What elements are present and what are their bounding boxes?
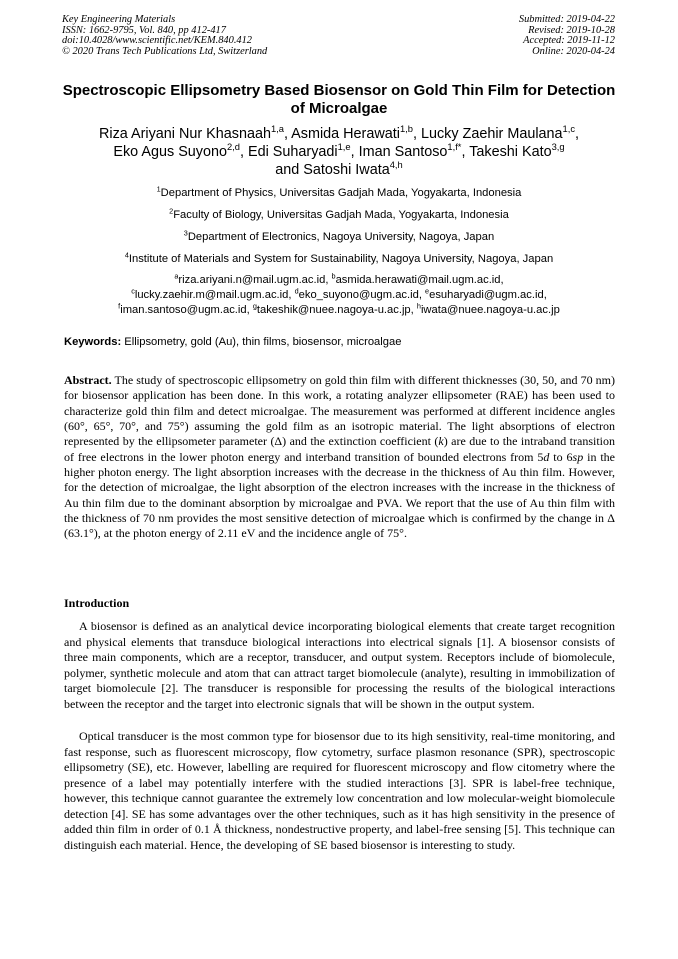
keywords	[64, 335, 616, 349]
paper-title: Spectroscopic Ellipsometry Based Biosensor on Gold Thin Film for Detection of Microalgae	[62, 82, 616, 117]
intro-paragraph: A biosensor is defined as an analytical device incorporating biological elements that create target recognition and physical elements that transduce biological interactions into electrical signals [1]. A biosensor consists of three main components, which are a receptor, transducer, and output system. Receptors include of biomolecule, polymer, synthetic molecule and atom that can attract target biomolecule (analyte), resulting in immobilization of target biomolecule [2]. The transducer is responsible for processing the results of the biological interactions between the receptor and the target into electronic signals that will be shown in the output system.	[64, 619, 615, 711]
author-name: Asmida Herawati	[291, 126, 400, 142]
author-name: Takeshi Kato	[469, 144, 552, 160]
accepted-date: Accepted: 2019-11-12	[523, 35, 615, 47]
affiliation-text: Department of Physics, Universitas Gadjah Mada, Yogyakarta, Indonesia	[160, 187, 522, 199]
email-address: iman.santoso@ugm.ac.id	[120, 304, 247, 316]
author-line: Eko Agus Suyono$^{2,d}$, Edi Suharyadi$^{1,e}$, Iman Santoso$^{1,f*}$, Takeshi Kato$^{3,g}$	[113, 142, 565, 160]
abstract-label: Abstract.	[64, 373, 112, 387]
submission-dates	[519, 15, 615, 57]
author-name: Riza Ariyani Nur Khasnaah	[98, 126, 271, 142]
author-name: Lucky Zaehir Maulana	[420, 126, 563, 142]
affiliation-number: 1	[156, 184, 161, 194]
affiliation	[62, 252, 616, 274]
abstract	[64, 373, 615, 542]
author-name: Iman Santoso	[358, 144, 448, 160]
keywords-label: Keywords:	[64, 336, 122, 348]
keywords-text: Ellipsometry, gold (Au), thin films, biosensor, microalgae	[121, 336, 402, 348]
author-list	[62, 125, 616, 179]
email-line: $^c$lucky.zaehir.m@mail.ugm.ac.id, $^d$eko_suyono@ugm.ac.id, $^e$esuharyadi@ugm.ac.id,	[131, 286, 547, 301]
affiliation-number: 2	[169, 206, 174, 216]
submitted-date: Submitted: 2019-04-22	[518, 14, 615, 25]
email-line: $^a$riza.ariyani.n@mail.ugm.ac.id, $^b$asmida.herawati@mail.ugm.ac.id,	[174, 271, 504, 286]
affiliation-list	[62, 186, 616, 274]
email-key: c	[131, 286, 135, 296]
email-key: d	[294, 286, 299, 296]
author-affil-marker: 2,d	[227, 142, 240, 153]
journal-name: Key Engineering Materials	[62, 14, 176, 25]
email-address: asmida.herawati@mail.ugm.ac.id	[335, 274, 501, 286]
author-line: Riza Ariyani Nur Khasnaah$^{1,a}$, Asmida Herawati$^{1,b}$, Lucky Zaehir Maulana$^{1,c}$,	[98, 124, 580, 142]
author-affil-marker: 1,a	[270, 124, 284, 135]
email-key: f	[118, 301, 121, 311]
email-line: $^f$iman.santoso@ugm.ac.id, $^g$takeshik@nuee.nagoya-u.ac.jp, $^h$iwata@nuee.nagoya-u.ac.jp	[118, 301, 560, 316]
email-address: iwata@nuee.nagoya-u.ac.jp	[420, 304, 560, 316]
affiliation	[62, 186, 616, 208]
intro-paragraph: Optical transducer is the most common type for biosensor due to its high sensitivity, real-time monitoring, and fast response, such as fluorescent microscopy, flow cytometry, surface plasmon resonance (SPR), spectroscopic ellipsometry (SE), etc. However, labelling are required for fluorescent microscopy and flow citometry where the presence of a label may potentially interfere with the studied interactions [3]. SPR is label-free technique, however, this technique cannot guarantee the extremely low concentration and low molecular-weight biomolecule detection [4]. SE has some advantages over the other techniques, such as it has high sensitivity in the presence of added thin film in order of 0.1 Å thickness, nondestructive property, and label-free sensing [5]. This technique can distinguish each material. Hence, the developing of SE based biosensor is interesting to study.	[64, 729, 615, 852]
email-key: g	[252, 301, 257, 311]
email-key: h	[416, 301, 421, 311]
author-affil-marker: 4,h	[389, 160, 403, 171]
affiliation-text: Faculty of Biology, Universitas Gadjah Mada, Yogyakarta, Indonesia	[173, 209, 509, 221]
affiliation-number: 3	[183, 228, 188, 238]
affiliation	[62, 230, 616, 252]
author-name: Edi Suharyadi	[248, 144, 338, 160]
author-affil-marker: 1,c	[562, 124, 576, 135]
author-affil-marker: 1,b	[399, 124, 413, 135]
author-name: Eko Agus Suyono	[113, 144, 227, 160]
affiliation-number: 4	[124, 250, 129, 260]
author-affil-marker: 3,g	[551, 142, 565, 153]
affiliation-text: Department of Electronics, Nagoya University, Nagoya, Japan	[187, 231, 495, 243]
email-address: riza.ariyani.n@mail.ugm.ac.id	[178, 274, 326, 286]
email-address: esuharyadi@ugm.ac.id	[429, 289, 544, 301]
author-affil-marker: 1,f*	[447, 142, 462, 153]
journal-issn: ISSN: 1662-9795, Vol. 840, pp 412-417	[62, 24, 226, 36]
revised-date: Revised: 2019-10-28	[528, 24, 615, 36]
email-key: a	[174, 271, 179, 281]
author-affil-marker: 1,e	[337, 142, 351, 153]
author-name: and Satoshi Iwata	[275, 162, 390, 178]
journal-doi: doi:10.4028/www.scientific.net/KEM.840.412	[62, 35, 252, 47]
affiliation-text: Institute of Materials and System for Sustainability, Nagoya University, Nagoya, Japan	[128, 253, 554, 265]
section-heading-introduction: Introduction	[64, 596, 130, 610]
email-address: eko_suyono@ugm.ac.id	[298, 289, 419, 301]
email-key: e	[425, 286, 430, 296]
abstract-text: The study of spectroscopic ellipsometry on gold thin film with different thicknesses (30, 50, and 70 nm) for biosensor application has been done. In this work, a rotating analyzer ellipsometer (RAE) has been used to characterize gold thin film and detect microalgae. The measurement was performed at different incidence angles (60°, 65°, 70°, and 75°) assuming the gold film as an isotropic material. The light absorptions of electron represented by the ellipsometer parameter (Δ) and the extinction coefficient (k) are due to the intraband transition of free electrons in the lower photon energy and interband transition of bounded electrons from 5d to 6sp in the higher photon energy. The light absorption increases with the decrease in the thickness of Au thin film. However, for the detection of microalgae, the light absorption of the electron increases with the increase in the thickness of Au thin film due to the dominant absorption by microalgae and PVA. We report that the use of Au thin film with the thickness of 70 nm provides the most sensitive detection of microalgae which is confirmed by the change in Δ (63.1°), at the photon energy of 2.11 eV and the incidence angle of 75°.	[64, 373, 616, 541]
email-address: takeshik@nuee.nagoya-u.ac.jp	[256, 304, 411, 316]
affiliation	[62, 208, 616, 230]
journal-info	[62, 15, 267, 57]
email-list	[62, 273, 616, 318]
email-address: lucky.zaehir.m@mail.ugm.ac.id	[134, 289, 289, 301]
author-line	[62, 161, 616, 179]
journal-copyright: © 2020 Trans Tech Publications Ltd, Switzerland	[62, 45, 268, 57]
online-date: Online: 2020-04-24	[532, 45, 615, 57]
email-key: b	[331, 271, 336, 281]
